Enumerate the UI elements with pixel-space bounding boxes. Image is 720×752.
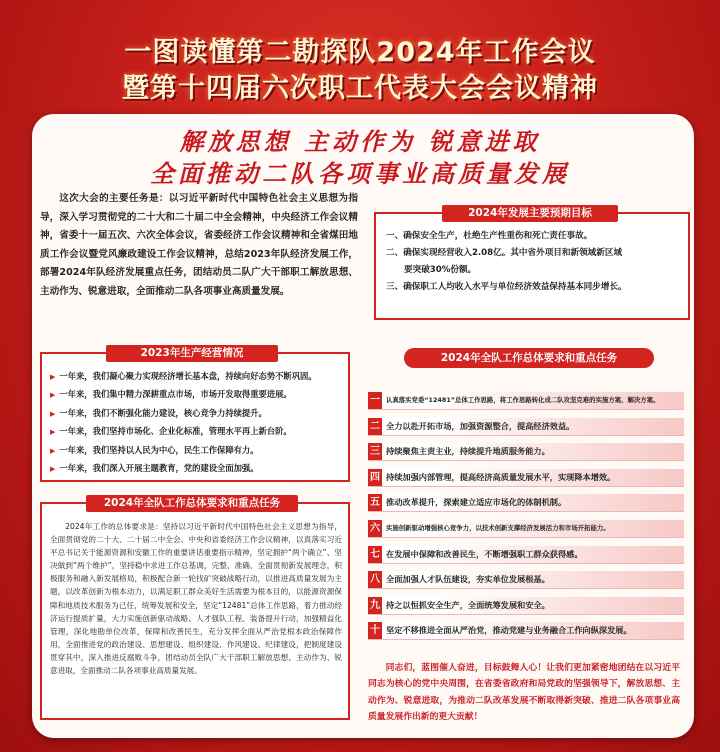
page-title-line1: 一图读懂第二勘探队2024年工作会议 — [124, 37, 596, 68]
task-number: 七 — [368, 546, 382, 563]
goal-item — [386, 228, 680, 245]
goal-text: 二、确保实现经营收入2.08亿。其中省外项目和新领域新区域 — [386, 248, 623, 258]
task-text: 坚定不移推进全面从严治党，推动党建与业务融合工作向纵深发展。 — [386, 625, 632, 636]
situation-item: ▶ 一年来，我们不断强化能力建设，核心竞争力持续提升。 — [50, 405, 317, 423]
task-text: 持续加强内部管理，提高经济高质量发展水平，实现降本增效。 — [386, 471, 616, 482]
task-number: 三 — [368, 443, 382, 460]
task-number: 九 — [368, 597, 382, 614]
task-item — [368, 597, 684, 614]
situation-item: ▶ 一年来，我们集中精力深耕重点市场，市场开发取得重要进展。 — [50, 386, 317, 404]
task-number: 六 — [368, 520, 382, 537]
task-text: 在发展中保障和改善民生，不断增强职工群众获得感。 — [386, 548, 583, 559]
intro-paragraph: 这次大会的主要任务是：以习近平新时代中国特色社会主义思想为指导，深入学习贯彻党的二十大和二十届二中全会精神，中央经济工作会议精神，省委十一届五次、六次全体会议，省委经济工作会议精神和全省煤田地质工作会议暨党风廉政建设工作会议精神，总结2023年队经济发展工作，部署2024年队经济发展重点任务，团结动员二队广大干部职工解放思想、主动作为、锐意进取，全面推动二队各项事业高质量发展。 — [40, 193, 358, 297]
task-item — [368, 520, 684, 537]
task-item — [368, 469, 684, 486]
task-item — [368, 418, 684, 435]
goal-item — [386, 279, 680, 296]
situation-item: ▶ 一年来，我们坚持以人民为中心，民生工作保障有力。 — [50, 442, 317, 460]
task-number: 四 — [368, 469, 382, 486]
situation-item: ▶ 一年来，我们凝心聚力实现经济增长基本盘，持续向好态势不断巩固。 — [50, 368, 317, 386]
task-text: 持之以恒抓安全生产，全面统筹发展和安全。 — [386, 599, 550, 610]
task-number: 五 — [368, 494, 382, 511]
closing-paragraph: 同志们，蓝图催人奋进，目标鼓舞人心！让我们更加紧密地团结在以习近平同志为核心的党中央周围，在省委省政府和局党政的坚强领导下，解放思想、主动作为、锐意进取，为推动二队改革发展不断取得新突破、推进二队各项事业高质量发展作出新的更大贡献！ — [368, 663, 680, 723]
task-number: 八 — [368, 571, 382, 588]
task-number: 二 — [368, 418, 382, 435]
goal-text: 一、确保安全生产，杜绝生产性重伤和死亡责任事故。 — [386, 231, 593, 241]
header — [0, 0, 720, 110]
task-text: 全面加强人才队伍建设，夯实单位发展根基。 — [386, 574, 550, 585]
task-text: 推动改革提升，探索建立适应市场化的体制机制。 — [386, 497, 567, 508]
situation-title: 2023年生产经营情况 — [106, 345, 278, 362]
task-text: 认真落实党委“12481”总体工作思路，将工作思路转化成二队攻坚克难的实施方案、解决方案。 — [386, 396, 660, 404]
task-item — [368, 571, 684, 588]
task-number: 十 — [368, 622, 382, 639]
tasks-title: 2024年全队工作总体要求和重点任务 — [404, 348, 654, 368]
task-text: 实施创新驱动增强核心竞争力，以技术创新支撑经济发展活力和市场开拓能力。 — [386, 523, 610, 532]
goals-box — [374, 212, 690, 320]
goal-item — [386, 245, 680, 279]
slogan-line1: 解放思想 主动作为 锐意进取 — [179, 127, 541, 156]
task-item — [368, 392, 684, 409]
task-item — [368, 443, 684, 460]
tasks-list — [368, 392, 684, 648]
slogan-line2: 全面推动二队各项事业高质量发展 — [150, 159, 570, 188]
requirements-box — [40, 502, 350, 720]
task-item — [368, 546, 684, 563]
situation-box — [40, 352, 350, 482]
requirements-text: 2024年工作的总体要求是：坚持以习近平新时代中国特色社会主义思想为指导，全面贯彻党的二十大、二十届二中全会、中央和省委经济工作会议精神，以真落实习近平总书记关于能源资源和安徽工作的重要讲话重要指示精神，坚定拥护“两个确立”、坚决做到“两个维护”，坚持稳中求进工作总基调，完整、准确、全面贯彻新发展理念，积极服务和融入新发展格局，积极配合新一轮找矿突破战略行动，以推进高质量发展为主题，以改革创新为根本动力，以满足职工群众美好生活需要为根本目的，以能源资源保障和地质技术服务为己任，统筹发展和安全，坚定“12481”总体工作思路，着力推动经济运行提质扩量，大力实施创新驱动战略、人才强队工程、装备提升行动，加强精益化管理，深化地勘单位改革，保障和改善民生，充分发挥全面从严治党根本政治保障作用，全面推进党的政治建设、思想建设、组织建设、作风建设、纪律建设，把制度建设贯穿其中，深入推进反腐败斗争，团结动员全队广大干部职工解放思想、主动作为、锐意进取，全面推动二队各项事业高质量发展。 — [50, 522, 342, 676]
goal-text-cont: 要突破30%份额。 — [404, 265, 477, 275]
task-text: 全力以赴开拓市场，加强资源整合，提高经济效益。 — [386, 420, 575, 431]
requirements-title: 2024年全队工作总体要求和重点任务 — [86, 495, 298, 512]
situation-item: ▶ 一年来，我们坚持市场化、企业化标准，管理水平再上新台阶。 — [50, 423, 317, 441]
task-text: 持续聚焦主责主业，持续提升地质服务能力。 — [386, 446, 550, 457]
task-item — [368, 622, 684, 639]
situation-item: ▶ 一年来，我们深入开展主题教育，党的建设全面加强。 — [50, 460, 317, 478]
task-item — [368, 494, 684, 511]
goal-text: 三、确保职工人均收入水平与单位经济效益保持基本同步增长。 — [386, 282, 627, 292]
goals-title: 2024年发展主要预期目标 — [442, 205, 618, 222]
task-number: 一 — [368, 392, 382, 409]
page-title-line2: 暨第十四届六次职工代表大会会议精神 — [122, 73, 598, 104]
